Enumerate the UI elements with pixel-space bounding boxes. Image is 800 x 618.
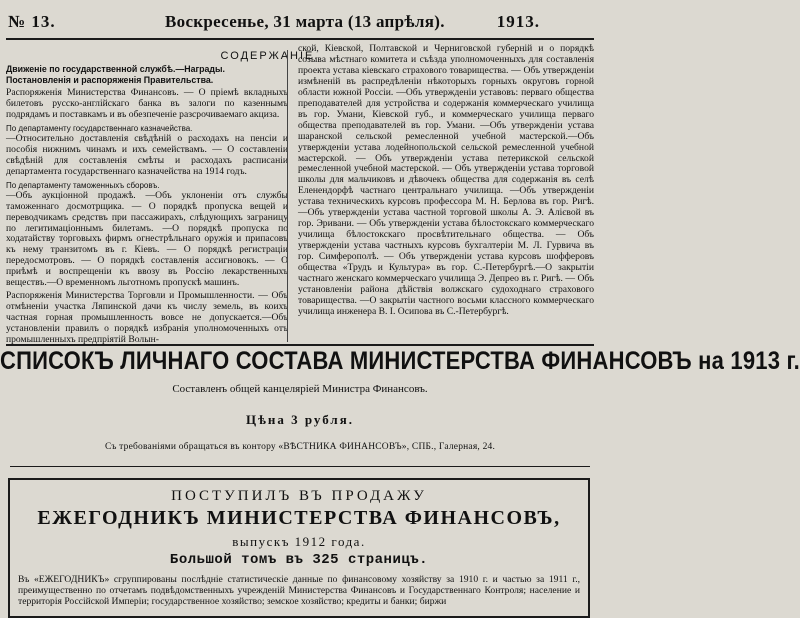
department-heading: По департаменту таможенныхъ сборовъ. <box>6 180 160 190</box>
yearbook-advert-box <box>8 478 590 618</box>
contents-title: СОДЕРЖАНІЕ. <box>220 50 320 62</box>
issue-date: Воскресенье, 31 марта (13 апрѣля). <box>165 12 445 31</box>
contents-left-column <box>6 64 288 344</box>
advert-list-compiled-by: Составленъ общей канцеляріей Министра Финансовъ. <box>172 383 428 395</box>
contents-paragraph: Распоряженія Министерства Торговли и Промышленности. — Объ отмѣненіи участка Ляпинской дачи къ числу земель, въ коихъ частная горная промышленность вовсе не допускается.—Объ установленіи правилъ о порядкѣ избранія уполномоченныхъ отъ промышленныхъ предпріятій Волын- <box>6 290 288 346</box>
advert-list-title: СПИСОКЪ ЛИЧНАГО СОСТАВА МИНИСТЕРСТВА ФИНАНСОВЪ на 1913 г. <box>0 346 800 375</box>
yearbook-volume: Большой томъ въ 325 страницъ. <box>169 552 429 568</box>
section-heading: Постановленія и распоряженія Правительства. <box>6 75 214 85</box>
advert-separator-rule <box>10 466 590 467</box>
contents-paragraph: —Относительно доставленія свѣдѣній о расходахъ на пенсіи и пособія нижнимъ чинамъ и ихъ семействамъ. — О составленіи свѣдѣній для составленія смѣты и расходахъ расписаніи департамента государственнаго казначейства на 1914 годъ. <box>6 132 288 177</box>
advert-list-contact: Съ требованіями обращаться въ контору «ВѢСТНИКА ФИНАНСОВЪ», СПБ., Галерная, 24. <box>104 442 496 452</box>
yearbook-description: Въ «ЕЖЕГОДНИКЪ» сгруппированы послѣдніе статистическіе данные по финансовому хозяйству за 1910 г. и частью за 1911 г., преимущественно по отчетамъ подвѣдомственныхъ учрежденій Министерства Финансовъ и Государственнаго Контроля; население и территорія Россійской Имперіи; государственное хозяйство; земское хозяйство; кредиты и банки; биржи <box>18 574 580 607</box>
yearbook-edition: выпускъ 1912 года. <box>232 534 366 549</box>
issue-year: 1913. <box>496 12 540 31</box>
yearbook-title: ЕЖЕГОДНИКЪ МИНИСТЕРСТВА ФИНАНСОВЪ, <box>37 507 561 529</box>
page-header <box>0 12 600 34</box>
yearbook-arrived: ПОСТУПИЛЪ ВЪ ПРОДАЖУ <box>171 488 427 504</box>
column-divider <box>287 50 288 342</box>
contents-paragraph: ской, Кіевской, Полтавской и Черниговской губерній и о порядкѣ созыва мѣстнаго комитета и съѣзда уполномоченныхъ для составленія проекта устава кіевскаго страхового товарищества. — Объ утвержденіи измѣненій въ распредѣленіи нѣкоторыхъ горныхъ округовъ горной области южной Россіи. —Объ утвержденіи уставовъ: перваго общества преподавателей для устройства и содержанія коммерческаго училища въ гор. Умани, Кіевской губ., и коммерческаго училища перваго общества преподавателей въ гор. Умани. —Объ утвержденіи устава шаранской сельской ремесленной учебной мастерской.—Объ утвержденіи устава лодейнопольской сельской ремесленной учебной мастерской. — Объ утвержденіи устава петерикской сельской ремесленной учебной мастерской. — Объ утвержденіи устава торговой школы для мальчиковъ и дѣвочекъ общества для содержанія въ селѣ Еленендорфѣ частнаго центральнаго училища. —Объ утвержденіи устава техническихъ курсовъ профессора М. Н. Берлова въ гор. Ригѣ. —Объ утвержденіи устава частной торговой школы А. Э. Алієвой въ гор. Эривани. — Объ утвержденіи устава бѣлостокскаго коммерческаго училища бѣлостокскаго просвѣтительнаго общества. — Объ утвержденіи устава частныхъ курсовъ бухгалтеріи М. Л. Гурвича въ гор. Симферополѣ. — Объ утвержденіи устава курсовъ шофферовъ общества «Трудъ и Культура» въ гор. С.-Петербургѣ.—О закрытіи частнаго женскаго коммерческаго училища Э. Депрео въ г. Ригѣ. — Объ установленіи района дѣйствія волжскаго судоходнаго страхового товарищества. —О закрытіи частного восьми классного коммерческаго училища инженера В. І. Осипова въ С.-Петербургѣ. <box>298 43 594 317</box>
contents-paragraph: Распоряженія Министерства Финансовъ. — О пріемѣ вкладныхъ билетовъ русско-англійскаго банка въ залоги по казеннымъ подрядамъ и поставкамъ и въ обезпеченіе разсрочиваемаго акциза. <box>6 87 288 120</box>
section-heading: Движеніе по государственной службѣ.—Награды. <box>6 64 225 74</box>
contents-right-column <box>298 44 594 344</box>
issue-number: № 13. <box>8 12 56 31</box>
department-heading: По департаменту государственнаго казначейства. <box>6 123 193 133</box>
contents-paragraph: —Объ аукціонной продажѣ. —Объ уклоненіи отъ службы таможеннаго досмотрщика. — О порядкѣ пропуска вещей и переводчикамъ средствъ при пассажирахъ, слѣдующихъ заграницу по легитимаціоннымъ билетамъ. —О порядкѣ пропуска по ходатайству торговыхъ фирмъ огнестрѣльнаго оружія и припасовъ къ нему транзитомъ въ г. Кіевъ. — О порядкѣ регистраціи передосмотровъ. — О порядкѣ составленія ассигновокъ. — О приѣмѣ и воспрещеніи къ ввозу въ Россію лекарственныхъ веществъ.—О временномъ льготномъ пропускѣ машинъ. <box>6 189 288 289</box>
advert-list-price: Цѣна 3 рубля. <box>245 412 355 427</box>
header-rule <box>6 38 594 40</box>
